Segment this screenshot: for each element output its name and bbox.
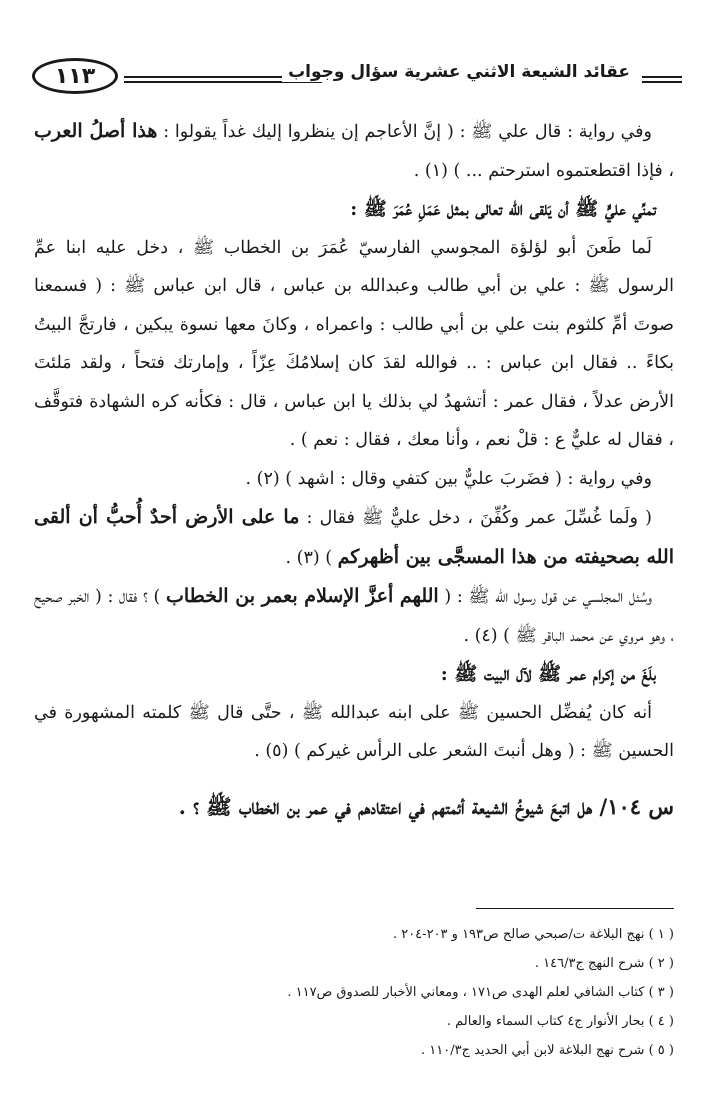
paragraph: وفي رواية : قال علي ﷺ : ( إنَّ الأعاجم إن ينظروا إليك غداً يقولوا : هذا أصلُ العرب ، فإذا اقتطعتموه استرحتم ... ) (١) . — [34, 120, 674, 181]
running-title: عقائد الشيعة الاثني عشرية سؤال وجواب — [282, 62, 636, 82]
paragraph: أنه كان يُفضِّل الحسين ﷺ على ابنه عبدالله ﷺ ، حتَّى قال ﷺ كلمته المشهورة في الحسين ﷺ : ( وهل أنبتَ الشعر على الرأس غيركم ) (٥) . — [34, 702, 674, 761]
header-rule — [642, 81, 682, 83]
header-rule — [642, 76, 682, 78]
footnote: ( ١ ) نهج البلاغة ت/صبحي صالح ص١٩٣ و ٢٠٣-٢٠٤ . — [392, 927, 674, 942]
paragraph: ( ولَما غُسِّلَ عمر وكُفِّنَ ، دخل عليٌّ ﷺ فقال : ما على الأرض أحدٌ أُحبُّ أن ألقى الله بصحيفته من هذا المسجَّى بين أظهركم ) (٣) . — [34, 506, 674, 568]
section-heading: تمنِّي عليٍّ ﷺ أن يَلقى الله تعالى بمثل عَمَلِ عُمَرَ ﷺ : — [350, 198, 656, 220]
page-header — [32, 58, 682, 98]
body-text — [34, 112, 674, 827]
footnote: ( ٥ ) شرح نهج البلاغة لابن أبي الحديد ج١١٠/٣ . — [420, 1043, 674, 1058]
footnote: ( ٢ ) شرح النهج ج١٤٦/٣ . — [534, 956, 674, 971]
paragraph: وفي رواية : ( فضَربَ عليٌّ بين كتفي وقال : اشهد ) (٢) . — [245, 468, 652, 489]
section-heading: بلَغَ من إكرام عمر ﷺ لآل البيت ﷺ : — [440, 663, 656, 685]
footnotes — [34, 920, 674, 1065]
paragraph: لَما طَعنَ أبو لؤلؤة المجوسي الفارسيّ عُمَرَ بن الخطاب ﷺ ، دخل عليه ابنا عمِّ الرسول ﷺ : علي بن أبي طالب وعبدالله بن عباس ، قال ابن عباس ﷺ : ( فسمعنا صوتَ أمِّ كلثوم بنت علي بن أبي طالب : واعمراه ، وكانَ معها نسوة يبكين ، فارتجَّ البيتُ بكاءً .. فقال ابن عباس : .. فوالله لقدَ كان إسلامُكَ عِزّاً ، وإمارتك فتحاً ، ولقد مَلئتَ الأرض عدلاً ، فقال عمر : أتشهدُ لي بذلك يا ابن عباس ، قال : فكأنه كره الشهادة فتوقَّف ، فقال له عليٌّ ع : قلْ نعم ، وأنا معك ، فقال : نعم ) . — [34, 237, 674, 450]
footnote: ( ٣ ) كتاب الشافي لعلم الهدى ص١٧١ ، ومعاني الأخبار للصدوق ص١١٧ . — [287, 985, 674, 1000]
quote-bold: ما على الأرض أحدٌ أُحبُّ أن ألقى الله بصحيفته من هذا المسجَّى بين أظهركم — [34, 506, 674, 568]
paragraph: وسُئل المجلسي عن قول رسول الله ﷺ : ( اللهم أعزَّ الإسلام بعمر بن الخطاب ) ؟ فقال : ( الخبر صحيح ، وهو مروي عن محمد الباقر ﷺ ) (٤) . — [34, 585, 674, 646]
footnote: ( ٤ ) بحار الأنوار ج٤ كتاب السماء والعالم . — [446, 1014, 674, 1029]
question-heading: س ١٠٤/ هل اتبعَ شيوخُ الشيعة أئمتهم في اعتقادهم في عمر بن الخطاب ﷺ ؟ . — [178, 793, 674, 819]
quote-bold: هذا أصلُ العرب — [34, 120, 158, 142]
footnote-divider — [476, 908, 674, 909]
page-number: ١١٣ — [32, 58, 118, 94]
quote-bold: اللهم أعزَّ الإسلام بعمر بن الخطاب — [165, 585, 439, 607]
